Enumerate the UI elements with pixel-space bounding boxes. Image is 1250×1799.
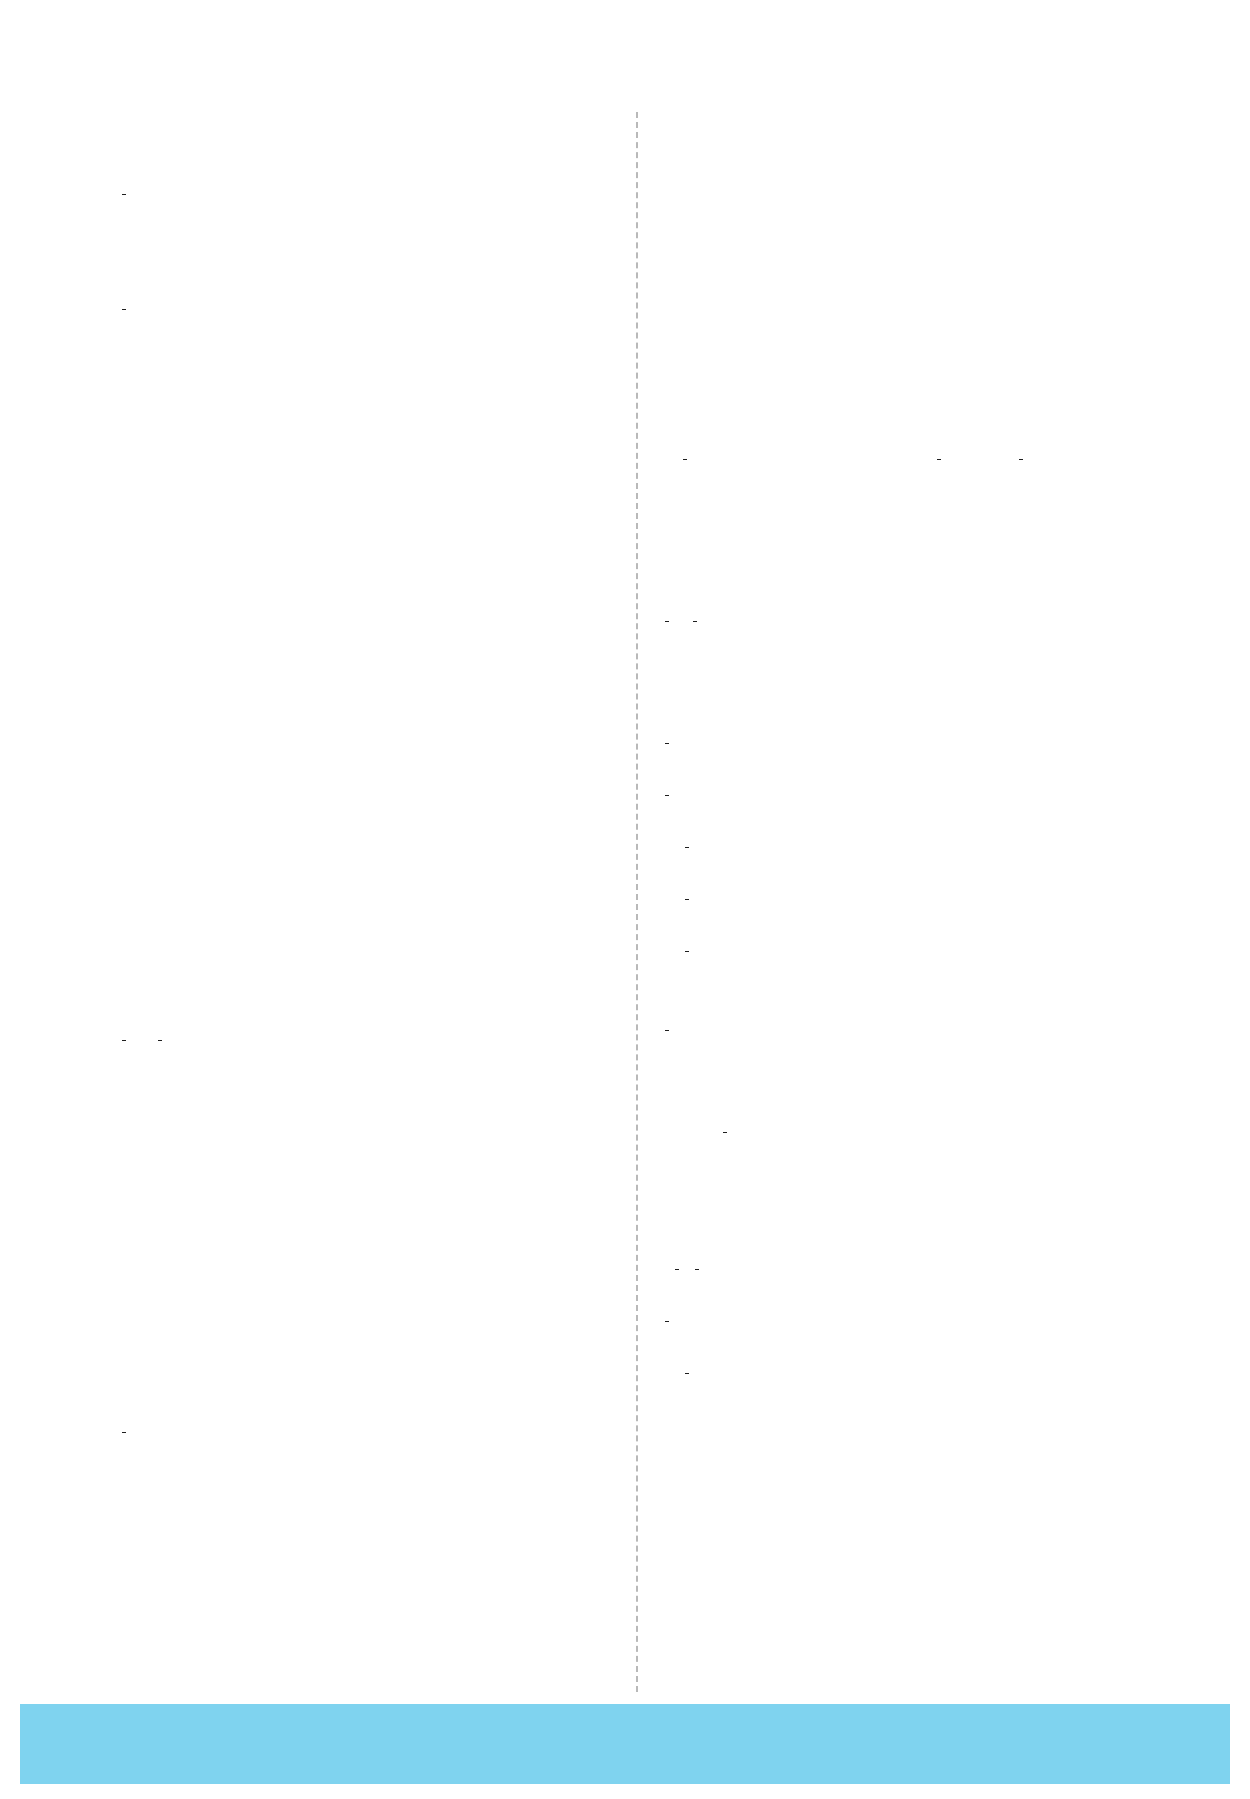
fraction [685,847,689,848]
answer-line [112,1094,622,1122]
answer-line [655,342,1180,370]
answer-line [112,703,622,731]
section-title [655,1541,1180,1577]
answer-line [112,951,622,979]
answer-line [112,1624,622,1652]
section-title [112,979,622,1015]
section-title [112,1260,622,1296]
left-column [112,113,622,1679]
answer-line [655,433,1180,485]
answer-grid-row [655,541,1180,569]
answer-line [112,446,622,474]
answer-line [655,370,1180,398]
column-divider [636,112,638,1692]
answer-line [112,501,622,529]
answer-line [655,1295,1180,1347]
fraction [685,899,689,900]
fraction [665,621,669,622]
answer-line [112,113,622,141]
answer-grid-row [655,1577,1180,1605]
answer-line [112,841,622,869]
answer-line [112,813,622,841]
page-header [110,62,134,92]
answer-line [112,1486,622,1514]
answer-line [112,1406,622,1458]
answer-grid-row [112,1296,622,1324]
answer-line [112,529,622,557]
answer-line [112,675,622,703]
answer-line [655,717,1180,769]
fraction [665,459,705,460]
answer-line [112,168,622,220]
answer-grid-row [655,513,1180,541]
answer-line [112,1569,622,1597]
answer-line [655,1399,1180,1427]
fraction [695,1269,699,1270]
answer-line [112,1652,622,1680]
answer-line [655,1243,1180,1295]
answer-line [655,232,1180,260]
answer-line [655,1057,1180,1085]
answer-line [655,977,1180,1005]
answer-line [655,1005,1180,1057]
fraction [1001,459,1041,460]
answer-line [655,149,1180,177]
answer-line [112,924,622,952]
answer-grid-row [655,1188,1180,1216]
page-footer [20,1704,1230,1784]
fraction [693,621,697,622]
answer-line [112,419,622,447]
answer-line [112,1067,622,1095]
answer-line [112,648,622,676]
answer-line [112,868,622,896]
answer-line [655,1085,1180,1113]
fraction [685,1373,689,1374]
answer-line [655,821,1180,873]
answer-line [655,873,1180,925]
answer-line [655,177,1180,205]
answer-line [112,786,622,814]
answer-grid-row [655,1605,1180,1633]
answer-line [655,925,1180,977]
answer-line [112,141,622,169]
answer-line [655,1454,1180,1482]
answer-line [112,1122,622,1150]
answer-grid-row [112,1324,622,1352]
answer-line [112,391,622,419]
answer-line [655,259,1180,287]
answer-line [112,731,622,759]
answer-line [112,1015,622,1067]
answer-line [655,315,1180,343]
fraction [723,1132,727,1133]
answer-line [655,1510,1180,1538]
answer-grid-row [112,1379,622,1407]
answer-grid-row [655,1216,1180,1244]
fraction [919,459,959,460]
answer-line [655,1347,1180,1399]
answer-grid-row [655,485,1180,513]
fraction [158,1040,162,1041]
answer-line [112,758,622,786]
answer-line [112,1541,622,1569]
answer-line [112,557,622,585]
answer-line [655,596,1180,648]
answer-line [112,1177,622,1205]
answer-line [655,1482,1180,1510]
section-title [655,1152,1180,1188]
fraction [675,1269,679,1270]
answer-line [112,284,622,336]
answer-grid-row [655,568,1180,596]
answer-line [655,1112,1180,1152]
answer-line [112,1514,622,1542]
right-column [655,113,1180,1660]
section-title [112,248,622,284]
answer-line [112,1150,622,1178]
section-title [655,397,1180,433]
fraction [665,1321,669,1322]
fraction [122,194,126,195]
answer-line [655,1427,1180,1455]
section-title [655,681,1180,717]
answer-line [655,769,1180,821]
answer-line [655,204,1180,232]
answer-line [112,896,622,924]
answer-line [112,1232,622,1260]
answer-line [112,1596,622,1624]
section-title [655,113,1180,149]
answer-line [655,287,1180,315]
answer-line [112,1458,622,1486]
answer-line [112,336,622,364]
fraction [122,1432,126,1433]
answer-line [112,363,622,391]
answer-grid-row [112,1351,622,1379]
answer-grid-row [655,1632,1180,1660]
answer-line [112,1205,622,1233]
fraction [665,795,669,796]
section-title [112,612,622,648]
fraction [122,1040,126,1041]
answer-line [112,220,622,248]
answer-line [112,474,622,502]
fraction [122,309,126,310]
answer-line [655,648,1180,676]
fraction [685,951,689,952]
fraction [665,743,669,744]
fraction [665,1030,669,1031]
answer-line [112,584,622,612]
